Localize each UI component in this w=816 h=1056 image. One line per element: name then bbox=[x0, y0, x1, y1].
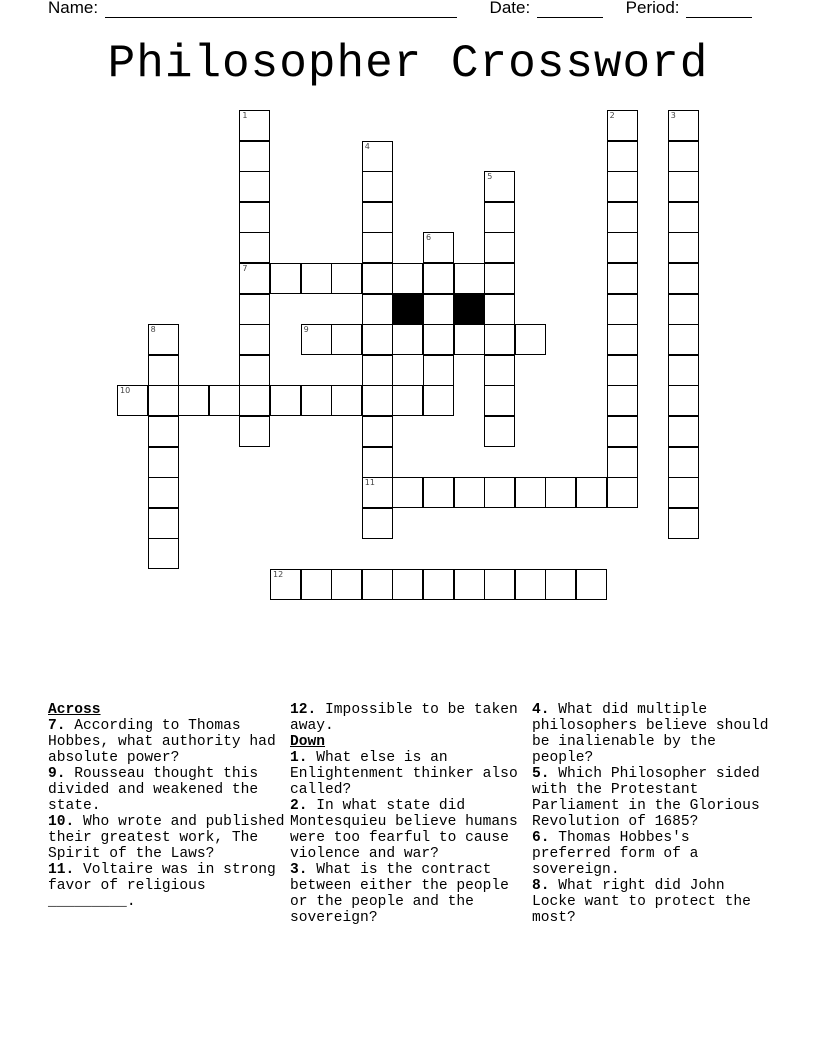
clue-number: 9 bbox=[303, 325, 309, 335]
crossword-cell[interactable] bbox=[362, 385, 393, 416]
crossword-cell[interactable] bbox=[607, 202, 638, 233]
crossword-cell[interactable] bbox=[484, 416, 515, 447]
crossword-cell[interactable] bbox=[668, 141, 699, 172]
crossword-cell[interactable] bbox=[607, 232, 638, 263]
black-square bbox=[392, 294, 423, 325]
crossword-cell[interactable] bbox=[392, 324, 423, 355]
clues-column-3 bbox=[532, 702, 772, 926]
crossword-cell[interactable] bbox=[607, 294, 638, 325]
crossword-cell[interactable] bbox=[362, 232, 393, 263]
clue-across-12: 12. Impossible to be taken away. bbox=[290, 702, 518, 734]
crossword-cell[interactable] bbox=[239, 294, 270, 325]
crossword-cell[interactable] bbox=[117, 385, 148, 416]
crossword-cell[interactable] bbox=[148, 385, 179, 416]
crossword-cell[interactable] bbox=[362, 141, 393, 172]
crossword-cell[interactable] bbox=[607, 385, 638, 416]
crossword-cell[interactable] bbox=[362, 447, 393, 478]
crossword-cell[interactable] bbox=[148, 416, 179, 447]
crossword-cell[interactable] bbox=[239, 324, 270, 355]
clue-down-5: 5. Which Philosopher sided with the Protestant Parliament in the Glorious Revolution of 1685? bbox=[532, 766, 760, 830]
crossword-cell[interactable] bbox=[607, 447, 638, 478]
crossword-cell[interactable] bbox=[270, 569, 301, 600]
crossword-cell[interactable] bbox=[362, 416, 393, 447]
crossword-cell[interactable] bbox=[239, 232, 270, 263]
crossword-cell[interactable] bbox=[362, 202, 393, 233]
crossword-cell[interactable] bbox=[148, 508, 179, 539]
crossword-cell[interactable] bbox=[515, 324, 546, 355]
crossword-cell[interactable] bbox=[301, 385, 332, 416]
clue-down-3: 3. What is the contract between either the people or the people and the sovereign? bbox=[290, 862, 509, 926]
crossword-cell[interactable] bbox=[148, 447, 179, 478]
crossword-cell[interactable] bbox=[239, 263, 270, 294]
crossword-cell[interactable] bbox=[668, 447, 699, 478]
clue-number: 7 bbox=[242, 264, 248, 273]
page-title: Philosopher Crossword bbox=[107, 38, 709, 90]
clue-across-7: 7. According to Thomas Hobbes, what authority had absolute power? bbox=[48, 718, 276, 766]
crossword-cell[interactable] bbox=[270, 263, 301, 294]
clue-across-10: 10. Who wrote and published their greatest work, The Spirit of the Laws? bbox=[48, 814, 285, 862]
name-label: Name: bbox=[48, 0, 99, 17]
crossword-cell[interactable] bbox=[178, 385, 209, 416]
crossword-cell[interactable] bbox=[668, 508, 699, 539]
crossword-cell[interactable] bbox=[423, 569, 454, 600]
crossword-cell[interactable] bbox=[607, 141, 638, 172]
crossword-cell[interactable] bbox=[668, 294, 699, 325]
crossword-cell[interactable] bbox=[668, 263, 699, 294]
crossword-cell[interactable] bbox=[392, 263, 423, 294]
crossword-cell[interactable] bbox=[484, 171, 515, 202]
crossword-cell[interactable] bbox=[148, 538, 179, 569]
crossword-cell[interactable] bbox=[392, 569, 423, 600]
crossword-cell[interactable] bbox=[515, 569, 546, 600]
crossword-cell[interactable] bbox=[423, 477, 454, 508]
crossword-cell[interactable] bbox=[484, 294, 515, 325]
crossword-cell[interactable] bbox=[239, 385, 270, 416]
crossword-cell[interactable] bbox=[239, 416, 270, 447]
crossword-cell[interactable] bbox=[239, 110, 270, 141]
crossword-cell[interactable] bbox=[362, 324, 393, 355]
crossword-cell[interactable] bbox=[148, 477, 179, 508]
crossword-cell[interactable] bbox=[484, 202, 515, 233]
period-label: Period: bbox=[625, 0, 680, 17]
crossword-cell[interactable] bbox=[392, 385, 423, 416]
clue-down-6: 6. Thomas Hobbes's preferred form of a sovereign. bbox=[532, 830, 699, 878]
crossword-cell[interactable] bbox=[362, 569, 393, 600]
crossword-cell[interactable] bbox=[423, 324, 454, 355]
clue-across-11: 11. Voltaire was in strong favor of religious _________. bbox=[48, 862, 276, 910]
clue-number: 4 bbox=[364, 141, 370, 151]
crossword-cell[interactable] bbox=[668, 324, 699, 355]
crossword-cell[interactable] bbox=[484, 355, 515, 386]
crossword-cell[interactable] bbox=[423, 385, 454, 416]
crossword-cell[interactable] bbox=[362, 171, 393, 202]
crossword-cell[interactable] bbox=[362, 294, 393, 325]
clue-number: 12 bbox=[273, 570, 284, 579]
black-square bbox=[454, 294, 485, 325]
crossword-cell[interactable] bbox=[454, 477, 485, 508]
crossword-cell[interactable] bbox=[362, 355, 393, 386]
crossword-cell[interactable] bbox=[668, 355, 699, 386]
crossword-cell[interactable] bbox=[607, 110, 638, 141]
crossword-cell[interactable] bbox=[668, 202, 699, 233]
crossword-cell[interactable] bbox=[484, 263, 515, 294]
clue-across-9: 9. Rousseau thought this divided and weakened the state. bbox=[48, 766, 259, 814]
crossword-cell[interactable] bbox=[239, 141, 270, 172]
crossword-cell[interactable] bbox=[239, 171, 270, 202]
crossword-cell[interactable] bbox=[484, 232, 515, 263]
crossword-cell[interactable] bbox=[362, 263, 393, 294]
crossword-cell[interactable] bbox=[484, 477, 515, 508]
crossword-cell[interactable] bbox=[668, 232, 699, 263]
crossword-cell[interactable] bbox=[270, 385, 301, 416]
crossword-cell[interactable] bbox=[301, 324, 332, 355]
crossword-cell[interactable] bbox=[209, 385, 240, 416]
crossword-cell[interactable] bbox=[423, 294, 454, 325]
crossword-cell[interactable] bbox=[607, 171, 638, 202]
crossword-cell[interactable] bbox=[454, 263, 485, 294]
down-heading: Down bbox=[290, 734, 326, 750]
crossword-cell[interactable] bbox=[607, 416, 638, 447]
clue-number: 8 bbox=[150, 325, 156, 335]
crossword-cell[interactable] bbox=[668, 385, 699, 416]
crossword-cell[interactable] bbox=[301, 569, 332, 600]
crossword-cell[interactable] bbox=[545, 477, 576, 508]
clue-number: 3 bbox=[670, 111, 676, 120]
clue-down-8: 8. What right did John Locke want to protect the most? bbox=[532, 878, 751, 926]
clue-number: 1 bbox=[242, 111, 248, 120]
clue-number: 6 bbox=[426, 233, 432, 243]
crossword-cell[interactable] bbox=[423, 232, 454, 263]
crossword-cell[interactable] bbox=[239, 355, 270, 386]
crossword-cell[interactable] bbox=[148, 324, 179, 355]
crossword-cell[interactable] bbox=[484, 385, 515, 416]
crossword-cell[interactable] bbox=[301, 263, 332, 294]
date-label: Date: bbox=[489, 0, 531, 17]
crossword-cell[interactable] bbox=[484, 324, 515, 355]
crossword-cell[interactable] bbox=[362, 477, 393, 508]
crossword-cell[interactable] bbox=[668, 477, 699, 508]
clue-number: 11 bbox=[364, 478, 375, 488]
clues-column-2 bbox=[290, 702, 530, 926]
crossword-cell[interactable] bbox=[515, 477, 546, 508]
crossword-cell[interactable] bbox=[392, 477, 423, 508]
crossword-cell[interactable] bbox=[331, 263, 362, 294]
crossword-cell[interactable] bbox=[607, 477, 638, 508]
crossword-cell[interactable] bbox=[607, 263, 638, 294]
crossword-cell[interactable] bbox=[576, 477, 607, 508]
crossword-cell[interactable] bbox=[545, 569, 576, 600]
clue-down-1: 1. What else is an Enlightenment thinker also called? bbox=[290, 750, 518, 798]
crossword-cell[interactable] bbox=[331, 385, 362, 416]
clues-column-1 bbox=[48, 702, 288, 910]
crossword-cell[interactable] bbox=[607, 355, 638, 386]
crossword-cell[interactable] bbox=[148, 355, 179, 386]
crossword-cell[interactable] bbox=[668, 171, 699, 202]
clue-number: 10 bbox=[120, 386, 131, 396]
clue-down-4: 4. What did multiple philosophers believe should be inalienable by the people? bbox=[532, 702, 769, 766]
crossword-cell[interactable] bbox=[454, 324, 485, 355]
crossword-cell[interactable] bbox=[607, 324, 638, 355]
crossword-cell[interactable] bbox=[239, 202, 270, 233]
crossword-cell[interactable] bbox=[362, 508, 393, 539]
crossword-cell[interactable] bbox=[423, 263, 454, 294]
crossword-cell[interactable] bbox=[331, 324, 362, 355]
clue-number: 2 bbox=[609, 111, 615, 120]
clue-down-2: 2. In what state did Montesquieu believe humans were too fearful to cause violence and war? bbox=[290, 798, 518, 862]
crossword-cell[interactable] bbox=[331, 569, 362, 600]
crossword-cell[interactable] bbox=[423, 355, 454, 386]
crossword-cell[interactable] bbox=[454, 569, 485, 600]
crossword-cell[interactable] bbox=[576, 569, 607, 600]
clue-number: 5 bbox=[487, 172, 493, 182]
crossword-cell[interactable] bbox=[668, 416, 699, 447]
crossword-cell[interactable] bbox=[484, 569, 515, 600]
crossword-cell[interactable] bbox=[668, 110, 699, 141]
across-heading: Across bbox=[48, 702, 101, 718]
